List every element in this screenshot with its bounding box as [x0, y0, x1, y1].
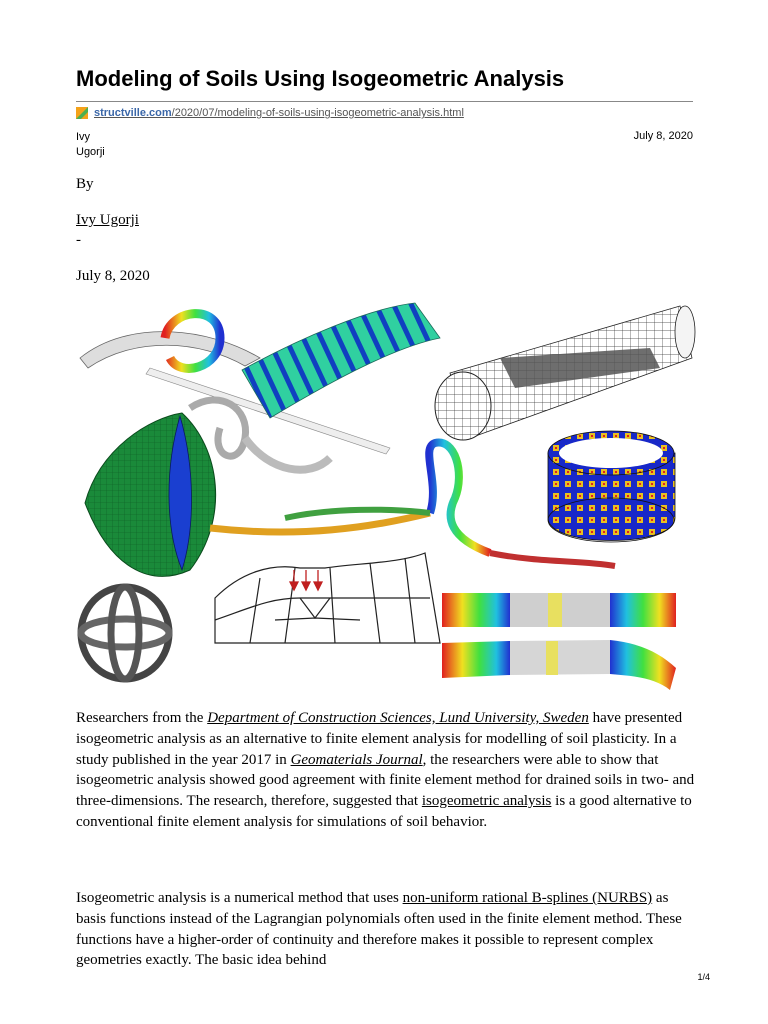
publish-date: July 8, 2020 — [76, 268, 150, 284]
geomaterials-journal-link[interactable]: Geomaterials Journal — [290, 751, 423, 768]
lund-university-link[interactable]: Department of Construction Sciences, Lund University, Sweden — [207, 710, 589, 726]
colored-ring — [548, 431, 675, 542]
byline-separator: - — [76, 232, 81, 248]
source-url-link[interactable]: structville.com/2020/07/modeling-of-soils-using-isogeometric-analysis.html — [94, 107, 464, 119]
header-author: Ivy Ugorji — [76, 131, 105, 158]
strip-top — [442, 593, 676, 627]
isogeometric-models-figure — [70, 298, 700, 694]
isogeometric-analysis-link[interactable]: isogeometric analysis — [421, 793, 552, 810]
article-title: Modeling of Soils Using Isogeometric Analysis — [76, 66, 565, 91]
paragraph-1: Researchers from the Department of Construction Sciences, Lund University, Sweden have presented isogeometric analysis as an alternative to finite element analysis for modelling of soil plasticity. In a study published in the year 2017 in Geomaterials Journal, the researchers were able to show that isogeometric analysis showed good agreement with finite element method for drained soils in two- and three-dimensions. The research, therefore, suggested that isogeometric analysis is a good alternative to conventional finite element analysis for simulations of soil behavior. — [76, 710, 695, 830]
strip-bottom — [442, 640, 676, 690]
header-date: July 8, 2020 — [633, 130, 693, 142]
page-number: 1/4 — [697, 972, 710, 982]
paragraph-2: Isogeometric analysis is a numerical method that uses non-uniform rational B-splines (NURBS) as basis functions instead of the Lagrangian polynomials often used in the finite element method. These functions have a higher-order of continuity and therefore makes it possible to represent complex geometries exactly. The basic idea behind — [76, 890, 682, 969]
byline-label: By — [76, 176, 94, 192]
title-divider — [76, 101, 693, 102]
gray-rings — [81, 587, 169, 679]
author-link[interactable]: Ivy Ugorji — [76, 212, 139, 228]
green-dome — [85, 413, 216, 576]
source-line — [76, 107, 464, 119]
footing-mesh — [215, 553, 440, 643]
mesh-cylinder — [435, 306, 695, 440]
site-favicon-icon — [76, 107, 88, 119]
nurbs-link[interactable]: non-uniform rational B-splines (NURBS) — [402, 890, 653, 906]
